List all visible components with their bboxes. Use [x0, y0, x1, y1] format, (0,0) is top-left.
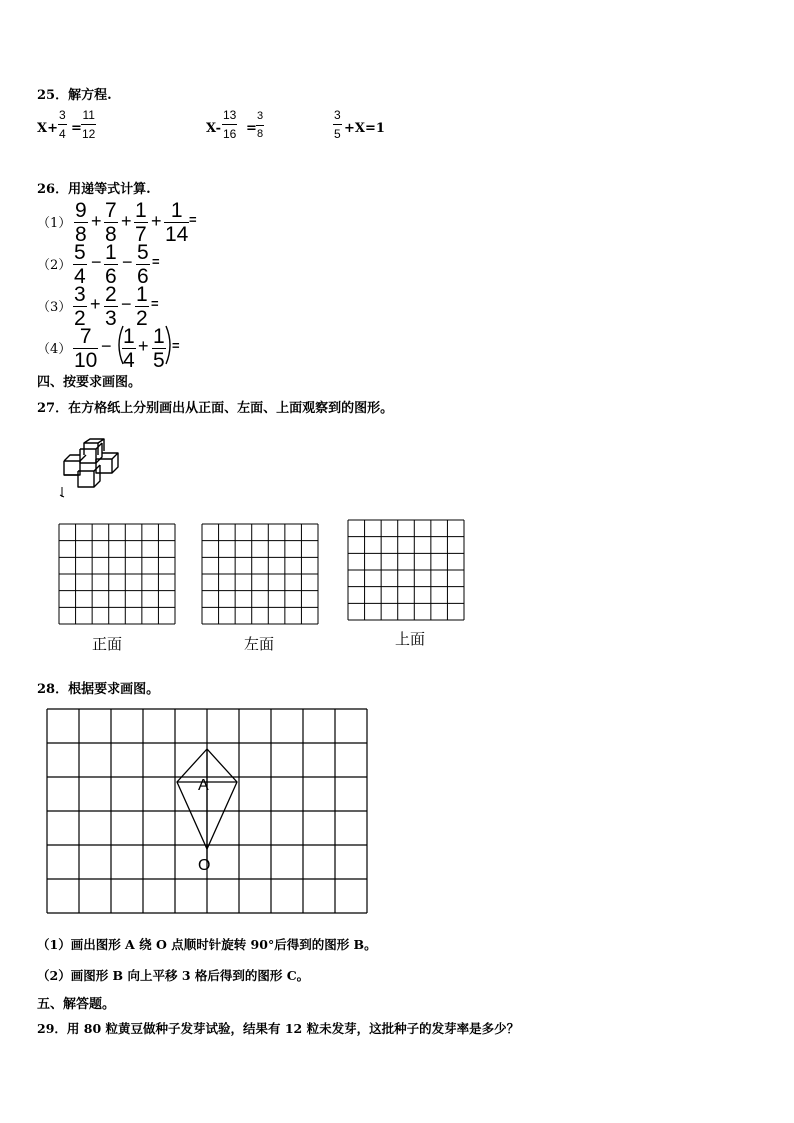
top-view-label: 上面 — [395, 631, 426, 648]
denominator: 10 — [74, 349, 98, 372]
item3-equals: = — [151, 296, 159, 311]
denominator: 2 — [74, 307, 86, 330]
item4-frac2 — [122, 326, 136, 371]
denominator: 3 — [105, 307, 117, 330]
denominator: 7 — [135, 223, 147, 246]
item1-op3: + — [151, 211, 162, 231]
denominator: 16 — [223, 127, 237, 141]
denominator: 5 — [153, 349, 165, 372]
item1-frac4 — [164, 200, 189, 245]
numerator: 7 — [79, 325, 92, 348]
numerator: 3 — [59, 108, 66, 122]
numerator: 2 — [105, 283, 117, 306]
numerator: 9 — [75, 199, 87, 222]
denominator: 5 — [334, 127, 341, 141]
front-view-grid[interactable] — [59, 524, 177, 625]
item3-frac2 — [104, 284, 118, 329]
denominator: 8 — [75, 223, 87, 246]
numerator: 1 — [105, 241, 117, 264]
numerator: 1 — [153, 325, 165, 348]
item1-label: （1） — [37, 216, 72, 231]
eq1-fraction-left — [58, 109, 67, 140]
front-view-label: 正面 — [92, 636, 123, 653]
numerator: 3 — [334, 108, 341, 122]
eq2-lead: X- — [206, 121, 222, 136]
item3-label: （3） — [37, 300, 72, 315]
item1-frac2 — [104, 200, 118, 245]
numerator: 7 — [105, 199, 117, 222]
item2-op1: − — [91, 252, 102, 272]
item1-op2: + — [121, 211, 132, 231]
item2-frac1 — [73, 242, 87, 287]
q27-title: 27．在方格纸上分别画出从正面、左面、上面观察到的图形。 — [37, 401, 394, 416]
item3-frac3 — [135, 284, 149, 329]
item4-equals: = — [172, 338, 180, 353]
item4-label: （4） — [37, 342, 72, 357]
eq2-fraction-right — [256, 111, 264, 140]
q29-title: 29．用 80 粒黄豆做种子发芽试验，结果有 12 粒未发芽，这批种子的发芽率是多少？ — [37, 1021, 520, 1036]
item4-op1: − — [101, 336, 112, 356]
item1-frac3 — [134, 200, 148, 245]
denominator: 2 — [136, 307, 148, 330]
denominator: 8 — [105, 223, 117, 246]
left-view-grid[interactable] — [202, 524, 320, 625]
numerator: 3 — [257, 110, 264, 122]
eq1-equals: = — [71, 121, 82, 136]
denominator: 8 — [257, 128, 264, 140]
numerator: 1 — [136, 283, 148, 306]
rotation-grid[interactable] — [46, 707, 370, 915]
item2-equals: = — [152, 254, 160, 269]
denominator: 4 — [59, 127, 66, 141]
eq3-tail: +X=1 — [344, 121, 385, 136]
q26-title: 26．用递等式计算. — [37, 182, 151, 197]
denominator: 6 — [105, 265, 117, 288]
left-view-label: 左面 — [244, 636, 275, 653]
denominator: 12 — [82, 127, 96, 141]
item3-op2: − — [121, 294, 132, 314]
section5-heading: 五、解答题。 — [37, 997, 116, 1012]
item3-frac1 — [73, 284, 87, 329]
numerator: 11 — [82, 108, 95, 122]
top-view-grid[interactable] — [348, 520, 466, 621]
item1-frac1 — [74, 200, 88, 245]
denominator: 6 — [137, 265, 149, 288]
numerator: 1 — [123, 325, 135, 348]
section4-heading: 四、按要求画图。 — [37, 375, 142, 390]
item4-frac1 — [73, 326, 98, 371]
eq2-fraction-left — [222, 109, 237, 140]
item1-op1: + — [91, 211, 102, 231]
numerator: 5 — [137, 241, 149, 264]
eq3-fraction — [333, 109, 342, 140]
item2-frac3 — [136, 242, 150, 287]
q28-title: 28．根据要求画图。 — [37, 682, 160, 697]
numerator: 3 — [74, 283, 86, 306]
numerator: 1 — [135, 199, 147, 222]
item2-label: （2） — [37, 258, 72, 273]
eq1-fraction-right — [81, 109, 96, 140]
item2-op2: − — [122, 252, 133, 272]
item3-op1: + — [90, 294, 101, 314]
label-a: A — [198, 777, 209, 794]
numerator: 13 — [223, 108, 237, 122]
numerator: 5 — [74, 241, 86, 264]
item4-op2: + — [138, 336, 149, 356]
eq1-lead: X+ — [37, 121, 58, 136]
denominator: 14 — [165, 223, 189, 246]
q25-title: 25．解方程. — [37, 88, 112, 103]
numerator: 1 — [170, 199, 183, 222]
q28-task1: （1）画出图形 A 绕 O 点顺时针旋转 90°后得到的图形 B。 — [37, 937, 377, 952]
item2-frac2 — [104, 242, 118, 287]
cube-arrangement-image — [58, 437, 124, 499]
denominator: 4 — [74, 265, 86, 288]
denominator: 4 — [123, 349, 135, 372]
item1-equals: = — [189, 212, 197, 227]
label-o: O — [198, 857, 211, 874]
eq2-equals: = — [246, 121, 257, 136]
q28-task2: （2）画图形 B 向上平移 3 格后得到的图形 C。 — [37, 968, 310, 983]
